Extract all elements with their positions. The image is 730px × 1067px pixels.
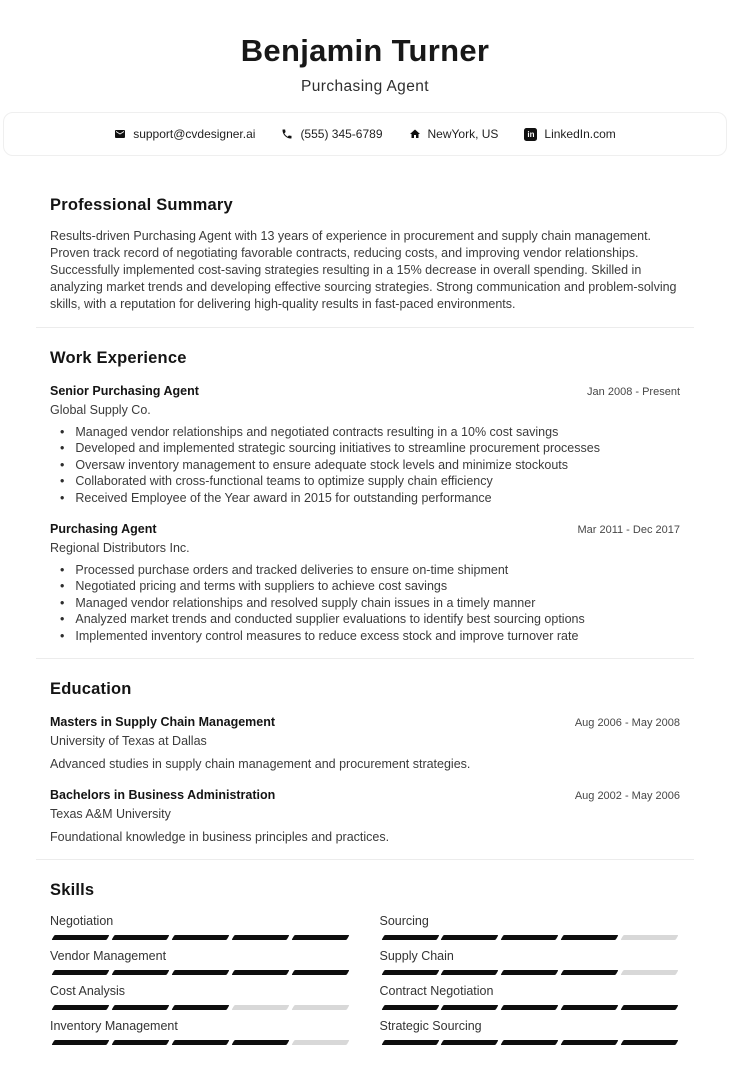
job-bullets <box>50 424 680 506</box>
degree-description: Advanced studies in supply chain management and procurement strategies. <box>50 757 471 772</box>
linkedin-icon: in <box>524 128 537 141</box>
skill-item <box>50 948 351 975</box>
skill-item <box>380 948 681 975</box>
job-company: Global Supply Co. <box>50 403 151 417</box>
skill-segment-filled <box>291 970 349 975</box>
skill-segment-filled <box>171 970 229 975</box>
job-bullet: • Implemented inventory control measures to reduce excess stock and improve turnover rate <box>60 628 680 644</box>
skill-level-bar <box>380 1040 681 1045</box>
skill-item <box>380 913 681 940</box>
contact-linkedin <box>524 127 615 141</box>
job-bullet: • Oversaw inventory management to ensure adequate stock levels and minimize stockouts <box>60 457 680 473</box>
skill-segment-filled <box>111 1005 169 1010</box>
skill-segment-filled <box>52 935 110 940</box>
skill-segment-filled <box>381 1040 439 1045</box>
skill-segment-filled <box>561 970 619 975</box>
skill-segment-filled <box>291 935 349 940</box>
skill-name: Supply Chain <box>379 949 454 964</box>
skill-segment-filled <box>501 1005 559 1010</box>
skill-segment-filled <box>381 1005 439 1010</box>
skill-segment-filled <box>111 935 169 940</box>
degrees-list <box>50 714 680 845</box>
skill-segment-filled <box>231 1040 289 1045</box>
degree-dates: Aug 2002 - May 2006 <box>574 790 680 803</box>
skill-segment-filled <box>501 970 559 975</box>
skill-item <box>380 1018 681 1045</box>
job-header <box>50 383 680 399</box>
section-professional-summary <box>50 156 680 327</box>
job-entry <box>50 383 680 506</box>
skill-segment-filled <box>52 970 110 975</box>
skills-heading: Skills <box>50 881 95 900</box>
skill-level-bar <box>380 935 681 940</box>
skill-level-bar <box>50 935 351 940</box>
section-skills <box>50 860 680 1067</box>
job-bullet: • Managed vendor relationships and negotiated contracts resulting in a 10% cost savings <box>60 424 680 440</box>
contact-email-text: support@cvdesigner.ai <box>133 127 256 141</box>
skill-name: Vendor Management <box>50 949 167 964</box>
contact-phone <box>281 127 382 141</box>
education-heading: Education <box>50 680 132 699</box>
skill-segment-filled <box>441 970 499 975</box>
skill-segment-filled <box>52 1005 110 1010</box>
skill-item <box>50 913 351 940</box>
contact-linkedin-text: LinkedIn.com <box>544 127 616 141</box>
skill-segment-empty <box>621 935 679 940</box>
skill-segment-filled <box>621 1005 679 1010</box>
summary-text: Results-driven Purchasing Agent with 13 years of experience in procurement and supply chain management. Proven track record of negotiating favorable contracts, reducing costs, and improving vendor relationships. Successfully implemented cost-saving strategies resulting in a 15% decrease in overall spending. Skilled in analyzing market trends and developing effective sourcing strategies. Strong communication and problem-solving skills, with a reputation for delivering high-quality results in fast-paced environments. <box>50 229 677 311</box>
skill-segment-filled <box>111 1040 169 1045</box>
skill-segment-filled <box>501 935 559 940</box>
job-title: Purchasing Agent <box>50 522 157 537</box>
section-work-experience <box>50 328 680 658</box>
degree-header <box>50 714 680 730</box>
job-entry <box>50 521 680 644</box>
skill-name: Inventory Management <box>50 1019 178 1034</box>
job-bullet: • Received Employee of the Year award in 2015 for outstanding performance <box>60 490 680 506</box>
summary-heading: Professional Summary <box>50 196 233 214</box>
degree-description: Foundational knowledge in business principles and practices. <box>50 830 390 845</box>
degree-dates: Aug 2006 - May 2008 <box>574 717 680 730</box>
skill-name: Negotiation <box>50 914 114 929</box>
contact-bar <box>3 112 727 156</box>
phone-icon <box>281 128 293 140</box>
skill-level-bar <box>50 1040 351 1045</box>
skill-segment-empty <box>291 1040 349 1045</box>
skill-segment-filled <box>441 935 499 940</box>
skill-segment-empty <box>621 970 679 975</box>
contact-phone-text: (555) 345-6789 <box>300 127 383 141</box>
jobs-list <box>50 383 680 644</box>
degree-entry <box>50 787 680 845</box>
skill-name: Contract Negotiation <box>379 984 494 999</box>
resume-header <box>0 0 730 96</box>
skill-segment-filled <box>561 935 619 940</box>
skill-item <box>50 983 351 1010</box>
home-icon <box>409 128 421 140</box>
skill-segment-filled <box>441 1040 499 1045</box>
degree-school: Texas A&M University <box>50 807 171 822</box>
skill-segment-filled <box>111 970 169 975</box>
skill-segment-filled <box>171 1005 229 1010</box>
skill-segment-filled <box>501 1040 559 1045</box>
skill-name: Sourcing <box>379 914 429 929</box>
resume-body <box>0 156 730 1067</box>
degree-header <box>50 787 680 803</box>
skill-name: Strategic Sourcing <box>379 1019 482 1034</box>
degree-school: University of Texas at Dallas <box>50 734 207 749</box>
skills-grid <box>50 913 680 1053</box>
job-bullet: • Collaborated with cross-functional teams to optimize supply chain efficiency <box>60 473 680 489</box>
skill-item <box>50 1018 351 1045</box>
contact-location <box>409 127 499 141</box>
candidate-title: Purchasing Agent <box>301 78 429 95</box>
work-heading: Work Experience <box>50 349 187 367</box>
skill-segment-filled <box>381 970 439 975</box>
envelope-icon <box>114 128 126 140</box>
degree-title: Bachelors in Business Administration <box>50 788 276 803</box>
job-dates: Jan 2008 - Present <box>587 386 680 398</box>
degree-title: Masters in Supply Chain Management <box>50 715 276 730</box>
skill-segment-filled <box>381 935 439 940</box>
skill-level-bar <box>50 1005 351 1010</box>
skill-segment-filled <box>231 935 289 940</box>
skill-item <box>380 983 681 1010</box>
skill-segment-filled <box>231 970 289 975</box>
skill-segment-filled <box>561 1040 619 1045</box>
skill-level-bar <box>380 1005 681 1010</box>
job-bullet: • Analyzed market trends and conducted supplier evaluations to identify best sourcing options <box>60 611 680 627</box>
skill-segment-filled <box>621 1040 679 1045</box>
candidate-name: Benjamin Turner <box>240 33 490 68</box>
job-title: Senior Purchasing Agent <box>50 384 199 398</box>
job-bullet: • Managed vendor relationships and resolved supply chain issues in a timely manner <box>60 595 680 611</box>
skill-segment-filled <box>171 935 229 940</box>
skill-segment-filled <box>171 1040 229 1045</box>
job-bullet: • Developed and implemented strategic sourcing initiatives to streamline procurement processes <box>60 440 680 456</box>
skill-segment-empty <box>291 1005 349 1010</box>
skill-segment-filled <box>561 1005 619 1010</box>
job-bullet: • Negotiated pricing and terms with suppliers to achieve cost savings <box>60 578 680 594</box>
skill-name: Cost Analysis <box>50 984 126 999</box>
job-bullet: • Processed purchase orders and tracked deliveries to ensure on-time shipment <box>60 562 680 578</box>
contact-location-text: NewYork, US <box>427 127 499 141</box>
skill-segment-empty <box>231 1005 289 1010</box>
contact-email <box>114 127 255 141</box>
skill-level-bar <box>50 970 351 975</box>
section-education <box>50 659 680 859</box>
job-company: Regional Distributors Inc. <box>50 541 190 556</box>
skill-segment-filled <box>441 1005 499 1010</box>
skill-segment-filled <box>52 1040 110 1045</box>
job-bullets <box>50 562 680 644</box>
skill-level-bar <box>380 970 681 975</box>
job-dates: Mar 2011 - Dec 2017 <box>577 524 680 537</box>
degree-entry <box>50 714 680 772</box>
job-header <box>50 521 680 537</box>
